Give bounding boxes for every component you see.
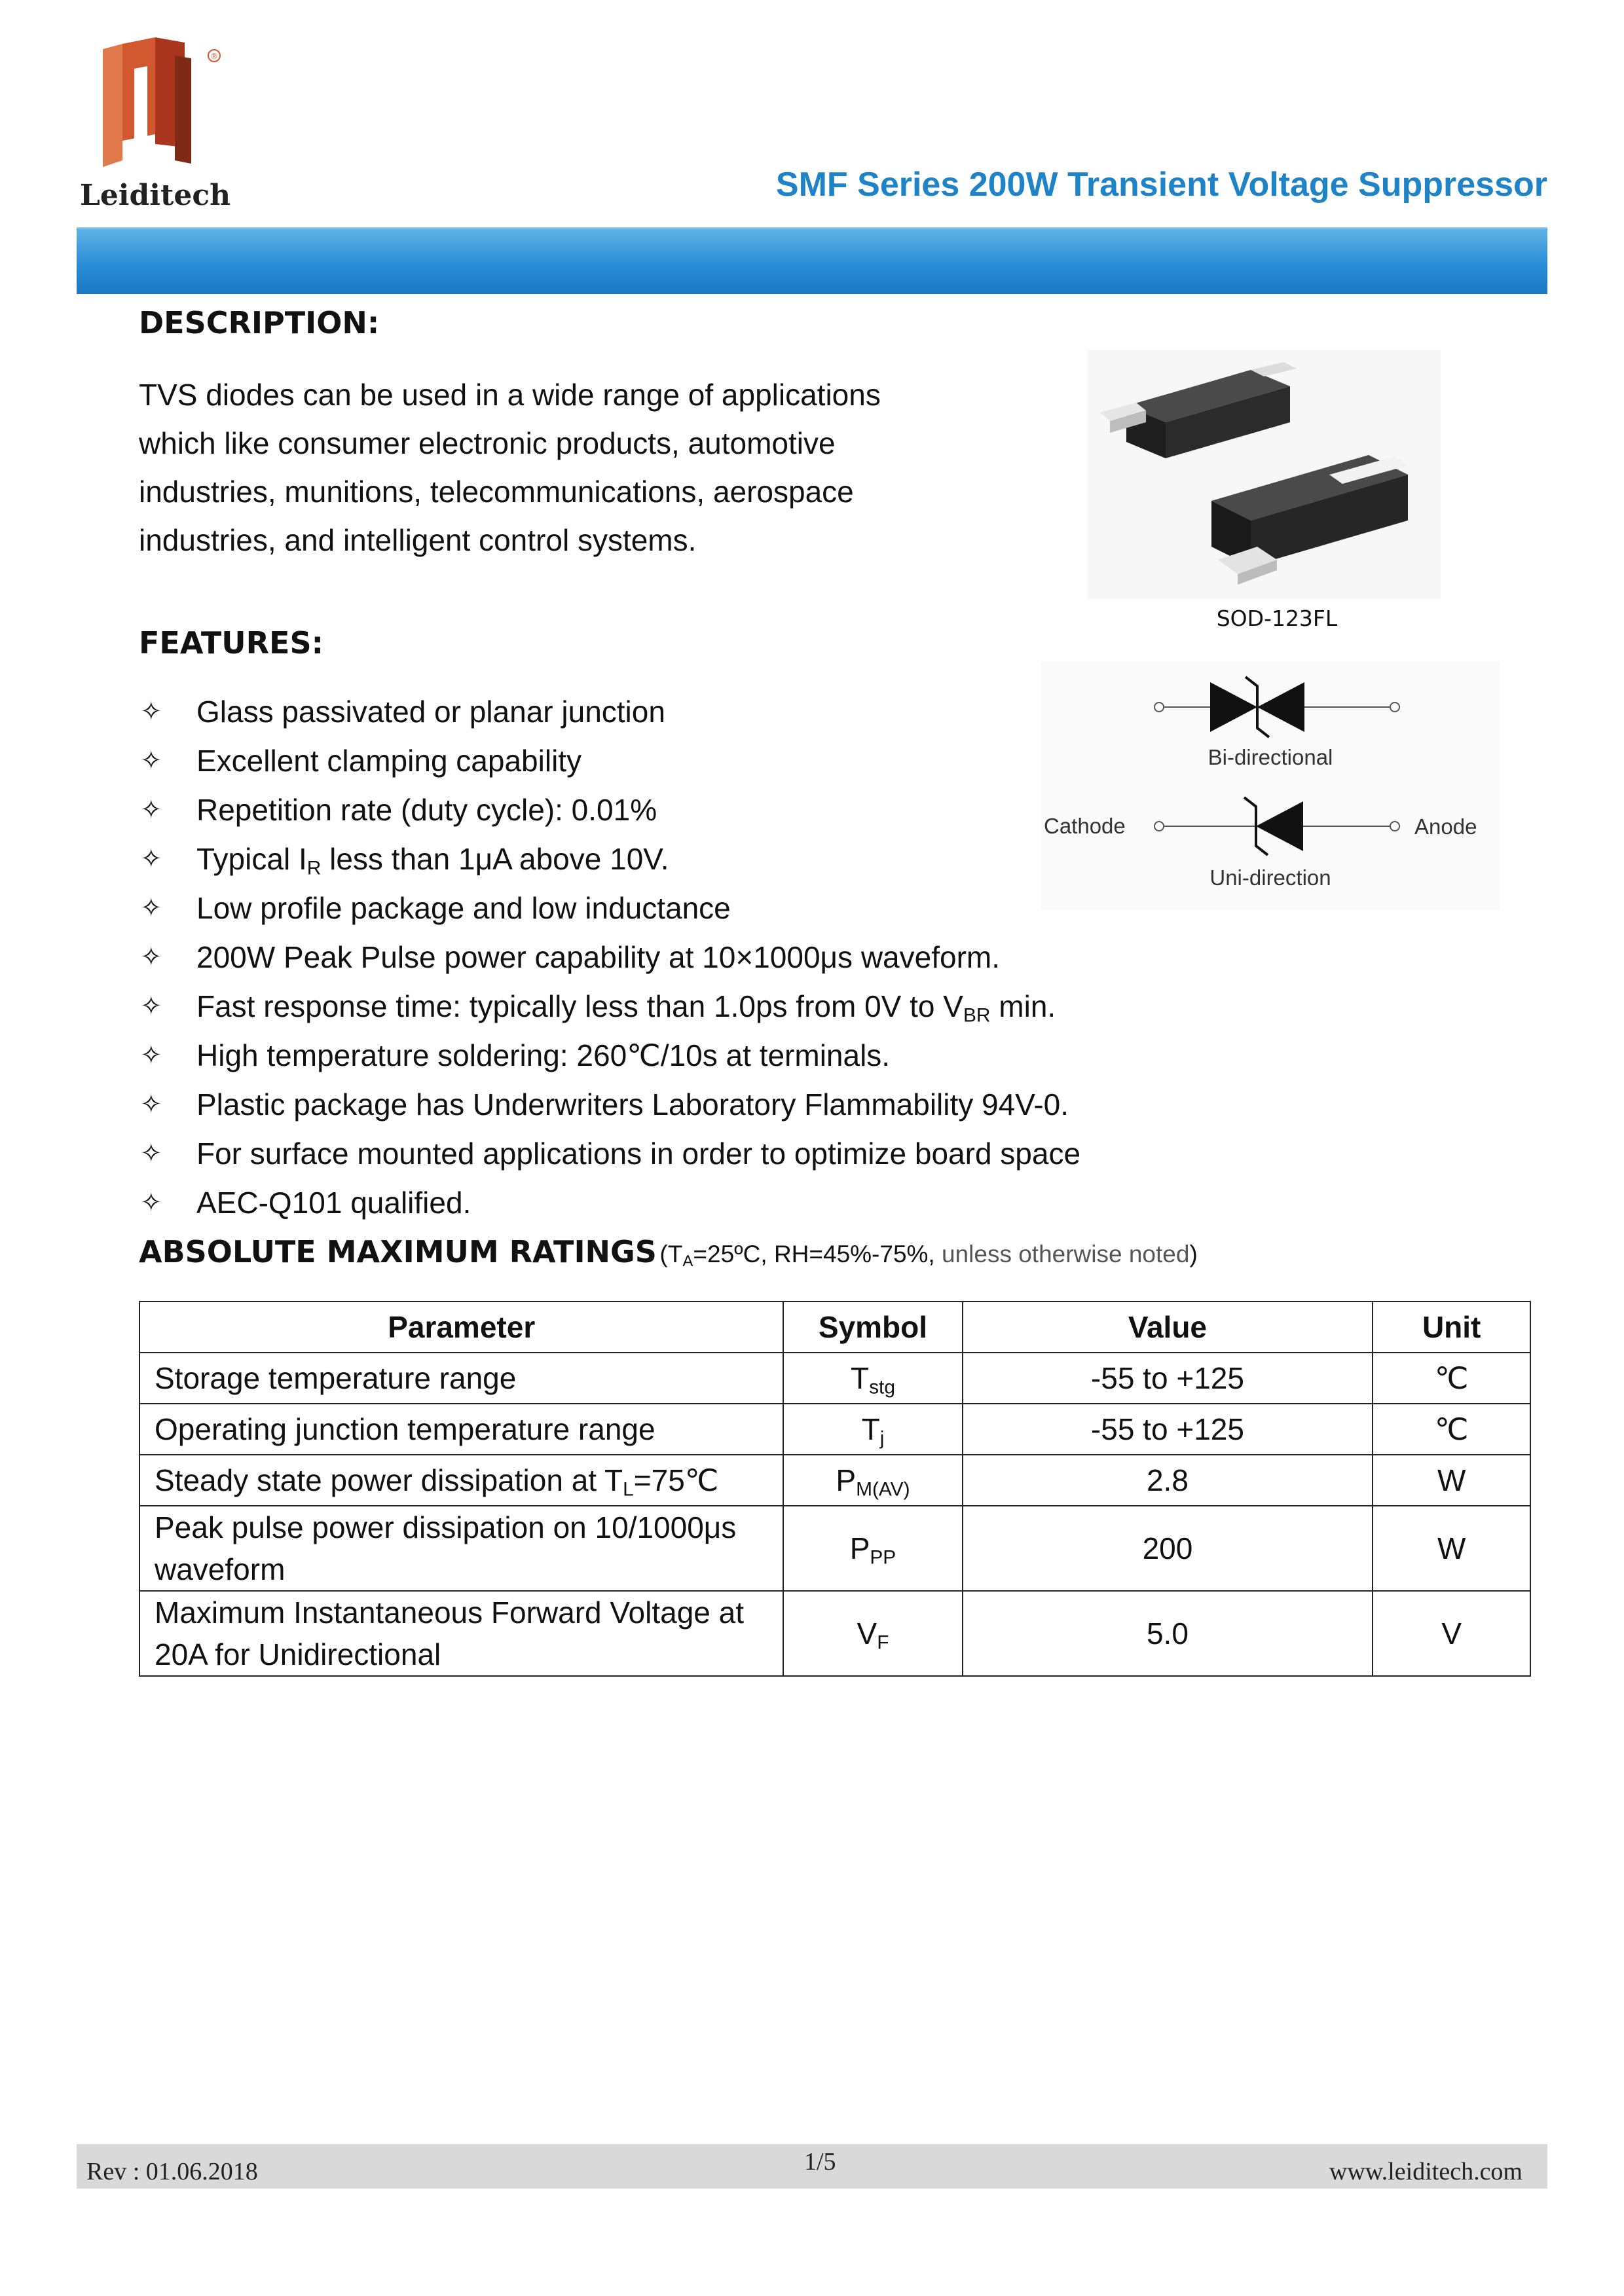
bullet-star-icon: ✧: [140, 1188, 162, 1218]
description-line: industries, and intelligent control systems.: [139, 523, 697, 557]
unidirectional-label: Uni-direction: [1209, 866, 1331, 890]
symbol-cell: $V_F$: [783, 1591, 962, 1676]
features-heading: FEATURES:: [139, 625, 323, 661]
bullet-star-icon: ✧: [140, 1040, 162, 1070]
value-cell: 5.0: [963, 1591, 1373, 1676]
table-row: [139, 1404, 1530, 1455]
footer-website-link[interactable]: www.leiditech.com: [1329, 2158, 1522, 2185]
bullet-star-icon: ✧: [140, 991, 162, 1021]
table-header-row: [139, 1302, 1530, 1353]
header-bar: [77, 227, 1547, 294]
feature-item: ✧ Glass passivated or planar junction: [139, 687, 1080, 737]
bullet-star-icon: ✧: [140, 893, 162, 923]
column-header-value: Value: [963, 1302, 1373, 1353]
document-title: SMF Series 200W Transient Voltage Suppressor: [775, 166, 1547, 204]
column-header-symbol: Symbol: [783, 1302, 962, 1353]
parameter-cell: Storage temperature range: [139, 1353, 783, 1404]
bullet-star-icon: ✧: [140, 1089, 162, 1120]
parameter-cell: Operating junction temperature range: [139, 1404, 783, 1455]
column-header-unit: Unit: [1373, 1302, 1530, 1353]
value-cell: -55 to +125: [963, 1353, 1373, 1404]
bullet-star-icon: ✧: [140, 942, 162, 972]
feature-item: ✧ High temperature soldering: 260℃/10s at terminals.: [139, 1031, 1080, 1080]
features-list: [139, 687, 1080, 1228]
parameter-cell: Steady state power dissipation at $T_L=75℃$: [139, 1455, 783, 1506]
ratings-heading-row: [139, 1234, 1198, 1269]
bullet-star-icon: ✧: [140, 746, 162, 776]
unit-cell: W: [1373, 1506, 1530, 1591]
ratings-heading: ABSOLUTE MAXIMUM RATINGS: [139, 1234, 657, 1269]
unit-cell: V: [1373, 1591, 1530, 1676]
unit-cell: W: [1373, 1455, 1530, 1506]
feature-item: ✧ Excellent clamping capability: [139, 737, 1080, 786]
feature-item: ✧ Plastic package has Underwriters Laboratory Flammability 94V-0.: [139, 1080, 1080, 1129]
description-line: industries, munitions, telecommunications, aerospace: [139, 475, 854, 509]
package-image: [1087, 350, 1441, 599]
table-row: [139, 1506, 1530, 1591]
package-caption: SOD-123FL: [1216, 606, 1338, 631]
parameter-cell: Peak pulse power dissipation on 10/1000μs waveform: [139, 1506, 783, 1591]
value-cell: -55 to +125: [963, 1404, 1373, 1455]
ratings-table: [139, 1301, 1531, 1677]
cathode-label: Cathode: [1044, 814, 1126, 838]
table-row: [139, 1455, 1530, 1506]
parameter-cell: Maximum Instantaneous Forward Voltage at 20A for Unidirectional: [139, 1591, 783, 1676]
feature-item: ✧ For surface mounted applications in order to optimize board space: [139, 1129, 1080, 1178]
column-header-parameter: Parameter: [139, 1302, 783, 1353]
value-cell: 2.8: [963, 1455, 1373, 1506]
bullet-star-icon: ✧: [140, 795, 162, 825]
table-row: [139, 1591, 1530, 1676]
footer-page-number: 1/5: [804, 2148, 836, 2176]
description-text: [139, 371, 1010, 564]
bidirectional-label: Bi-directional: [1208, 745, 1333, 769]
bullet-star-icon: ✧: [140, 844, 162, 874]
brand-name: Leiditech: [79, 179, 231, 212]
bullet-star-icon: ✧: [140, 1139, 162, 1169]
feature-item: ✧ 200W Peak Pulse power capability at 10×1000μs waveform.: [139, 933, 1080, 982]
anode-label: Anode: [1414, 814, 1477, 839]
description-line: TVS diodes can be used in a wide range of applications: [139, 378, 881, 412]
bullet-star-icon: ✧: [140, 697, 162, 727]
description-line: which like consumer electronic products, automotive: [139, 426, 836, 460]
symbol-cell: $T_j$: [783, 1404, 962, 1455]
diode-symbols: [1041, 661, 1500, 910]
unit-cell: ℃: [1373, 1353, 1530, 1404]
unit-cell: ℃: [1373, 1404, 1530, 1455]
registered-mark: ®: [210, 52, 218, 61]
description-heading: DESCRIPTION:: [139, 305, 380, 340]
footer-revision: Rev : 01.06.2018: [86, 2158, 258, 2185]
feature-item: ✧ Repetition rate (duty cycle): 0.01%: [139, 786, 1080, 835]
feature-item: ✧ Low profile package and low inductance: [139, 884, 1080, 933]
value-cell: 200: [963, 1506, 1373, 1591]
leiditech-logo: [77, 29, 235, 219]
feature-item: ✧ AEC-Q101 qualified.: [139, 1178, 1080, 1228]
table-row: [139, 1353, 1530, 1404]
feature-item: ✧ Typical $I_R$ less than 1μA above 10V.: [139, 835, 1080, 884]
ratings-condition: ($T_A=25ºC$, RH=45%-75%, unless otherwise noted): [659, 1241, 1198, 1270]
symbol-cell: $P_{PP}$: [783, 1506, 962, 1591]
feature-item: ✧ Fast response time: typically less than 1.0ps from 0V to $V_{BR}$ min.: [139, 982, 1080, 1031]
symbol-cell: $T_{stg}$: [783, 1353, 962, 1404]
symbol-cell: $P_{M(AV)}$: [783, 1455, 962, 1506]
